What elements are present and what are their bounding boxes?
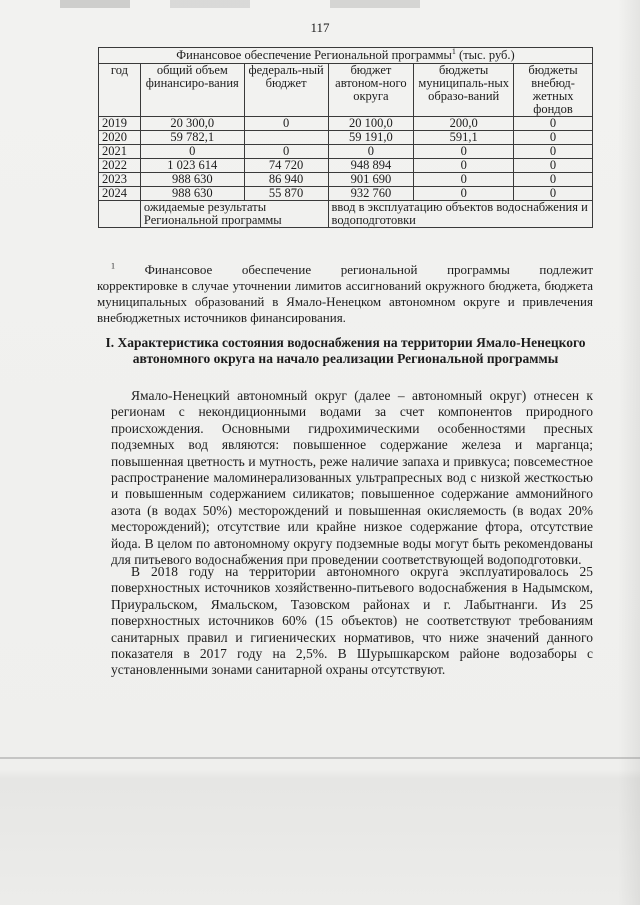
footnote-first-line <box>111 262 593 278</box>
cell-empty <box>99 201 141 228</box>
cell-total: 988 630 <box>140 173 244 187</box>
financing-table <box>98 47 593 228</box>
table-caption-text: Финансовое обеспечение Региональной программы <box>176 48 452 62</box>
cell-year: 2024 <box>99 187 141 201</box>
cell-okrug: 901 690 <box>328 173 414 187</box>
cell-okrug: 932 760 <box>328 187 414 201</box>
cell-extrabudgetary: 0 <box>514 159 593 173</box>
cell-total: 59 782,1 <box>140 131 244 145</box>
cell-total: 20 300,0 <box>140 117 244 131</box>
cell-total: 0 <box>140 145 244 159</box>
header-total: общий объем финансиро-вания <box>140 64 244 117</box>
header-federal: федераль-ный бюджет <box>244 64 328 117</box>
table-row <box>99 131 593 145</box>
cell-year: 2019 <box>99 117 141 131</box>
cell-year: 2021 <box>99 145 141 159</box>
scan-artifact-top <box>0 0 640 8</box>
cell-federal <box>244 131 328 145</box>
section-title: I. Характеристика состояния водоснабжения на территории Ямало-Ненецкого автономного округа на начало реализации Региональной программы <box>105 335 586 366</box>
table-caption-row <box>99 48 593 64</box>
results-value: ввод в эксплуатацию объектов водоснабжения и водоподготовки <box>328 201 593 228</box>
cell-federal: 0 <box>244 117 328 131</box>
header-municipal: бюджеты муниципаль-ных образо-ваний <box>414 64 514 117</box>
footnote <box>97 261 594 326</box>
cell-extrabudgetary: 0 <box>514 117 593 131</box>
cell-year: 2023 <box>99 173 141 187</box>
paragraph <box>111 564 593 679</box>
header-extrabudgetary: бюджеты внебюд-жетных фондов <box>514 64 593 117</box>
cell-federal: 0 <box>244 145 328 159</box>
cell-total: 988 630 <box>140 187 244 201</box>
cell-extrabudgetary: 0 <box>514 131 593 145</box>
table-row <box>99 117 593 131</box>
table-row <box>99 187 593 201</box>
cell-municipal: 0 <box>414 173 514 187</box>
header-okrug: бюджет автоном-ного округа <box>328 64 414 117</box>
table-caption <box>99 48 593 64</box>
cell-municipal: 591,1 <box>414 131 514 145</box>
cell-extrabudgetary: 0 <box>514 187 593 201</box>
paragraph <box>111 388 593 568</box>
cell-federal: 86 940 <box>244 173 328 187</box>
table-row <box>99 173 593 187</box>
table-row <box>99 159 593 173</box>
cell-municipal: 200,0 <box>414 117 514 131</box>
cell-total: 1 023 614 <box>140 159 244 173</box>
cell-year: 2020 <box>99 131 141 145</box>
table-header-row <box>99 64 593 117</box>
header-year: год <box>99 64 141 117</box>
cell-municipal: 0 <box>414 187 514 201</box>
page-number: 117 <box>310 20 330 35</box>
cell-extrabudgetary: 0 <box>514 145 593 159</box>
footnote-rest: корректировке в случае уточнении лимитов ассигнований окружного бюджета, бюджета муниципальных образований в Ямало-Ненецком автономном округе и привлечения внебюджетных источников финансирования. <box>97 278 593 325</box>
cell-municipal: 0 <box>414 145 514 159</box>
cell-okrug: 20 100,0 <box>328 117 414 131</box>
cell-okrug: 59 191,0 <box>328 131 414 145</box>
cell-okrug: 948 894 <box>328 159 414 173</box>
cell-municipal: 0 <box>414 159 514 173</box>
results-label: ожидаемые результаты Региональной программы <box>140 201 328 228</box>
cell-federal: 74 720 <box>244 159 328 173</box>
scan-edge-shadow <box>618 0 640 905</box>
cell-extrabudgetary: 0 <box>514 173 593 187</box>
caption-footnote-mark: 1 <box>451 46 456 56</box>
cell-federal: 55 870 <box>244 187 328 201</box>
page-fold-line <box>0 757 640 759</box>
table-row <box>99 145 593 159</box>
cell-year: 2022 <box>99 159 141 173</box>
paragraph-text: В 2018 году на территории автономного округа эксплуатировалось 25 поверхностных источников хозяйственно-питьевого водоснабжения в Надымском, Приуральском, Ямальском, Тазовском районах и г. Лабытнанги. Из 25 поверхностных источников 60% (15 объектов) не соответствуют требованиям санитарных правил и гигиенических нормативов, что ниже значений данного показателя в 2017 году на 2,5%. В Шурышкарском районе водозаборы с установленными зонами санитарной охраны отсутствуют. <box>111 564 593 678</box>
footnote-mark: 1 <box>111 261 115 271</box>
cell-okrug: 0 <box>328 145 414 159</box>
table-results-row <box>99 201 593 228</box>
table-caption-unit: (тыс. руб.) <box>455 48 515 62</box>
paragraph-text: Ямало-Ненецкий автономный округ (далее – автономный округ) отнесен к регионам с некондиционными водами за счет компонентов природного происхождения. Основными гидрохимическими особенностями пресных подземных вод являются: повышенное содержание железа и марганца; повышенная цветность и мутность, реже наличие запаха и привкуса; повсеместное распространение маломинерализованных ультрапресных вод с низкой жесткостью и повышенным содержанием силикатов; повышенное содержание аммонийного азота (в водах 50%) месторождений и повышенная окисляемость (в водах 20% месторождений); отсутствие или крайне низкое содержание фтора, отсутствие йода. В целом по автономному округу подземные воды могут быть рекомендованы для питьевого водоснабжения при проведении соответствующей водоподготовки. <box>111 388 593 568</box>
footnote-line1: Финансовое обеспечение региональной программы подлежит <box>144 262 594 277</box>
